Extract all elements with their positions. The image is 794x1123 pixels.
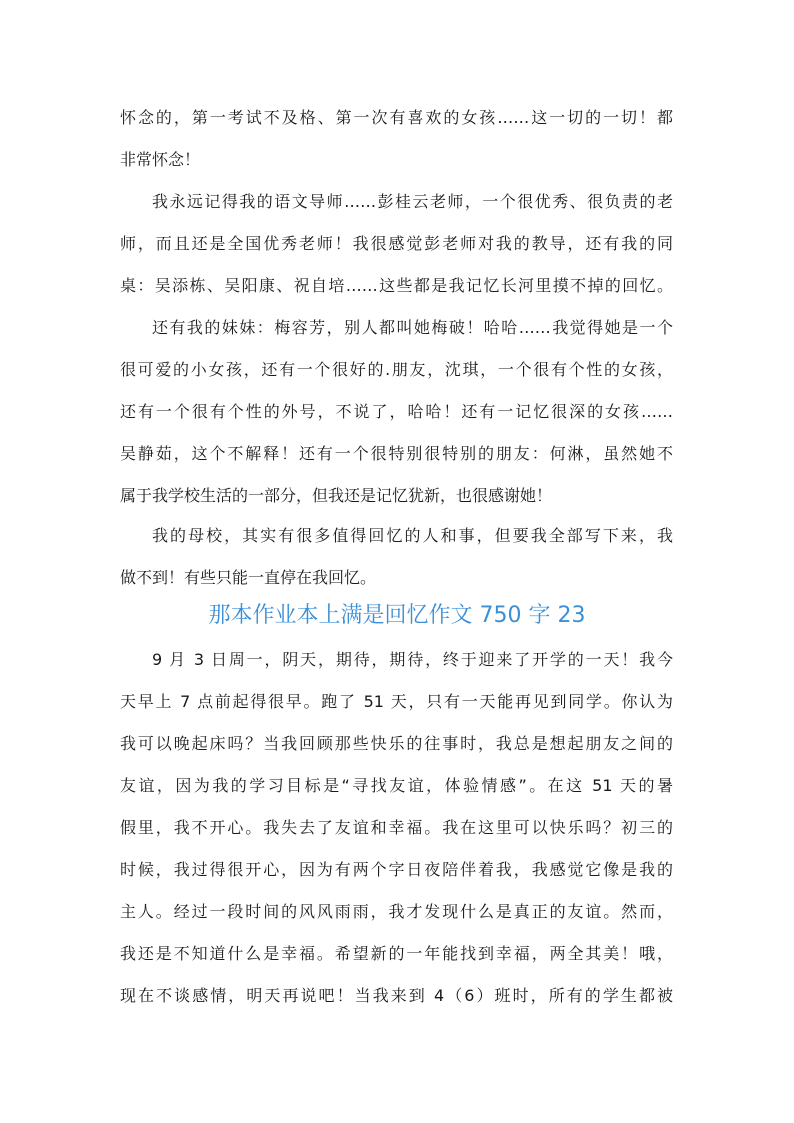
paragraph-5 [120,639,673,1017]
text-line: 属于我学校生活的一部分，但我还是记忆犹新，也很感谢她！ [120,486,553,505]
section-title: 那本作业本上满是回忆作文 750 字 23 [208,603,586,628]
text-line: 桌：吴添栋、吴阳康、祝自培……这些都是我记忆长河里摸不掉的回忆。 [120,276,673,295]
text-line: 做不到！有些只能一直停在我回忆。 [120,568,377,587]
text-line: 友谊，因为我的学习目标是“寻找友谊，体验情感”。在这 51 天的暑 [120,776,673,795]
text-line: 吴静茹，这个不解释！还有一个很特别很特别的朋友：何淋，虽然她不 [120,444,673,463]
text-line: 非常怀念！ [120,150,201,169]
paragraph-2 [120,181,673,307]
text-line: 师，而且还是全国优秀老师！我很感觉彭老师对我的教导，还有我的同 [120,234,673,253]
text-line: 我可以晚起床吗？当我回顾那些快乐的往事时，我总是想起朋友之间的 [120,734,673,753]
text-line: 天早上 7 点前起得很早。跑了 51 天，只有一天能再见到同学。你认为 [120,692,673,711]
text-line: 我永远记得我的语文导师……彭桂云老师，一个很优秀、很负责的老 [152,192,673,211]
paragraph-3 [120,307,673,517]
text-line: 还有我的妹妹：梅容芳，别人都叫她梅破！哈哈……我觉得她是一个 [152,318,673,337]
paragraph-4 [120,515,673,599]
paragraph-1 [120,97,673,181]
text-line: 我还是不知道什么是幸福。希望新的一年能找到幸福，两全其美！哦， [120,944,673,963]
text-line: 主人。经过一段时间的风风雨雨，我才发现什么是真正的友谊。然而， [120,902,673,921]
text-line: 我的母校，其实有很多值得回忆的人和事，但要我全部写下来，我 [152,526,673,545]
text-line: 怀念的，第一考试不及格、第一次有喜欢的女孩……这一切的一切！都 [120,108,673,127]
text-line: 很可爱的小女孩，还有一个很好的.朋友，沈琪，一个很有个性的女孩， [120,360,673,379]
text-line: 现在不谈感情，明天再说吧！当我来到 4（6）班时，所有的学生都被 [120,986,673,1005]
text-line: 9 月 3 日周一，阴天，期待，期待，终于迎来了开学的一天！我今 [152,650,673,669]
text-line: 假里，我不开心。我失去了友谊和幸福。我在这里可以快乐吗？初三的 [120,818,673,837]
text-line: 还有一个很有个性的外号，不说了，哈哈！还有一记忆很深的女孩…… [120,402,673,421]
text-line: 时候，我过得很开心，因为有两个字日夜陪伴着我，我感觉它像是我的 [120,860,673,879]
